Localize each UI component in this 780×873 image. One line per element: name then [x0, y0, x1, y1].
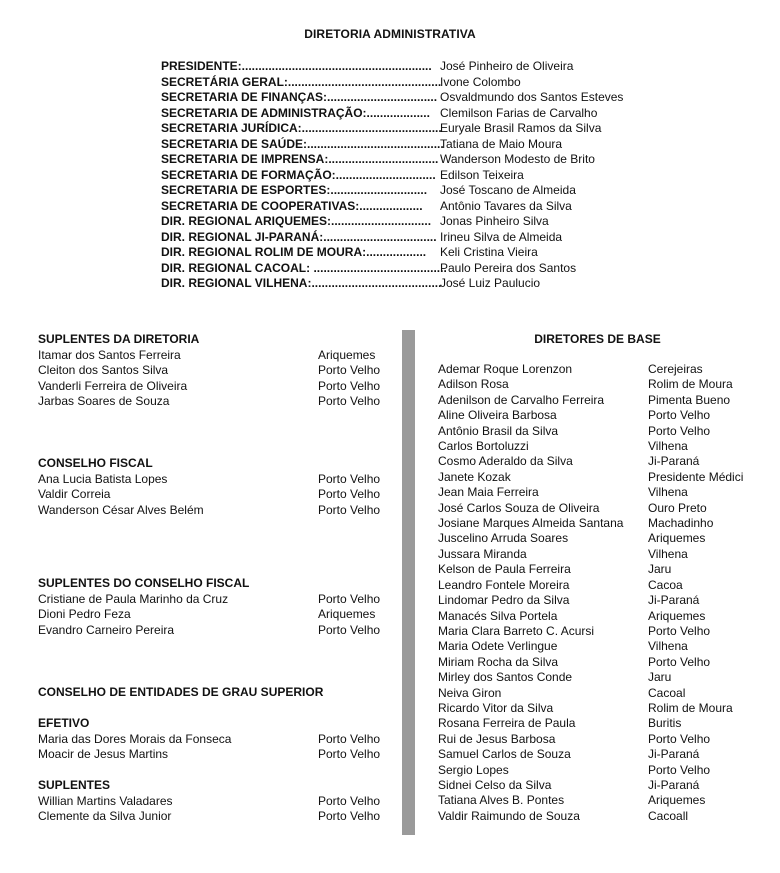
member-city: Cacoa	[648, 577, 683, 592]
suplentes-diretoria-section	[38, 332, 381, 410]
member-name: Irineu Silva de Almeida	[440, 229, 563, 244]
member-name: Osvaldmundo dos Santos Esteves	[440, 90, 624, 104]
member-city: Vilhena	[648, 439, 688, 454]
member-city: Porto Velho	[318, 394, 381, 408]
member-name: José Carlos Souza de Oliveira	[438, 500, 600, 515]
diretoria-row	[161, 137, 621, 153]
member-city: Machadinho	[648, 516, 714, 531]
member-name: Paulo Pereira dos Santos	[440, 260, 577, 275]
role-label: SECRETARIA DE FORMAÇÃO:..............................	[161, 167, 436, 182]
conselho-grau-superior-section	[38, 685, 378, 701]
member-name: Miriam Rocha da Silva	[438, 654, 559, 669]
list-item	[438, 470, 778, 485]
list-item	[438, 362, 778, 377]
list-item	[438, 809, 778, 824]
member-name: Carlos Bortoluzzi	[438, 439, 529, 454]
member-name: Samuel Carlos de Souza	[438, 747, 571, 762]
member-name: Aline Oliveira Barbosa	[438, 408, 557, 423]
member-city: Jaru	[648, 670, 672, 685]
list-item	[438, 639, 778, 654]
role-label: DIR. REGIONAL JI-PARANÁ:..................................	[161, 229, 437, 244]
list-item	[38, 471, 381, 488]
member-name: Cleiton dos Santos Silva	[38, 363, 169, 377]
member-name: Itamar dos Santos Ferreira	[38, 347, 181, 362]
member-name: Cosmo Aderaldo da Silva	[438, 454, 573, 469]
list-item	[38, 809, 381, 825]
member-name: Tatiana de Maio Moura	[440, 136, 563, 151]
member-name: Wanderson Modesto de Brito	[440, 152, 595, 166]
member-city: Buritis	[648, 716, 682, 731]
section-heading: DIRETORES DE BASE	[534, 332, 661, 346]
role-label: DIR. REGIONAL ARIQUEMES:..............................	[161, 214, 432, 228]
list-item	[438, 609, 778, 624]
member-name: Janete Kozak	[438, 469, 511, 484]
member-name: Sidnei Celso da Silva	[438, 777, 552, 792]
member-city: Cacoal	[648, 685, 686, 700]
diretoria-row	[161, 121, 621, 137]
member-city: Porto Velho	[318, 471, 381, 486]
member-city: Ariquemes	[648, 793, 706, 808]
member-name: Jarbas Soares de Souza	[38, 394, 170, 408]
member-city: Porto Velho	[318, 378, 381, 393]
efetivo-section	[38, 716, 381, 763]
list-item	[438, 670, 778, 685]
section-heading: SUPLENTES	[38, 778, 111, 792]
diretoria-row	[161, 183, 621, 199]
role-label: SECRETARIA DE SAÚDE:.........................................	[161, 136, 444, 151]
list-item	[438, 393, 778, 408]
role-label: SECRETARIA JURÍDICA:..........................................	[161, 121, 442, 135]
member-name: Rui de Jesus Barbosa	[438, 731, 556, 746]
member-city: Porto Velho	[318, 731, 381, 746]
role-label: SECRETARIA DE FINANÇAS:.................................	[161, 90, 438, 104]
section-heading: CONSELHO DE ENTIDADES DE GRAU SUPERIOR	[38, 685, 324, 699]
list-item	[38, 394, 381, 410]
member-city: Porto Velho	[648, 408, 711, 423]
list-item	[438, 439, 778, 454]
member-name: Edilson Teixeira	[440, 167, 524, 182]
member-name: Jussara Miranda	[438, 546, 527, 561]
member-name: Adenilson de Carvalho Ferreira	[438, 392, 605, 407]
list-item	[438, 562, 778, 577]
member-name: Neiva Giron	[438, 685, 502, 700]
list-item	[38, 747, 381, 763]
member-name: Adilson Rosa	[438, 377, 509, 392]
member-city: Vilhena	[648, 546, 688, 561]
member-city: Ji-Paraná	[648, 747, 700, 762]
member-name: Euryale Brasil Ramos da Silva	[440, 121, 602, 135]
list-item	[38, 487, 381, 503]
member-city: Porto Velho	[318, 747, 381, 761]
member-name: Valdir Correia	[38, 487, 111, 501]
list-item	[38, 502, 381, 519]
list-item	[438, 624, 778, 639]
member-city: Porto Velho	[318, 591, 381, 606]
member-name: Rosana Ferreira de Paula	[438, 716, 576, 731]
list-item	[38, 348, 378, 364]
member-city: Ji-Paraná	[648, 454, 700, 469]
list-item	[438, 716, 778, 731]
member-name: Ademar Roque Lorenzon	[438, 362, 573, 376]
member-city: Rolim de Moura	[648, 700, 733, 715]
list-item	[438, 485, 778, 500]
member-name: Jonas Pinheiro Silva	[440, 214, 549, 228]
member-city: Porto Velho	[648, 654, 711, 669]
role-label: PRESIDENTE:.........................................................	[161, 59, 432, 73]
member-city: Vilhena	[648, 485, 688, 500]
member-name: Lindomar Pedro da Silva	[438, 593, 570, 608]
member-name: Vanderli Ferreira de Oliveira	[38, 378, 188, 393]
member-name: Valdir Raimundo de Souza	[438, 808, 580, 823]
list-item	[438, 686, 778, 701]
role-label: DIR. REGIONAL VILHENA:.......................................	[161, 276, 442, 290]
member-city: Rolim de Moura	[648, 377, 733, 392]
member-city: Porto Velho	[318, 363, 381, 377]
list-item	[438, 747, 778, 762]
member-name: Maria Clara Barreto C. Acursi	[438, 623, 595, 638]
list-item	[38, 363, 381, 379]
member-city: Porto Velho	[648, 731, 711, 746]
list-item	[438, 547, 778, 562]
member-name: Cristiane de Paula Marinho da Cruz	[38, 591, 229, 606]
list-item	[38, 731, 381, 748]
list-item	[438, 763, 778, 778]
member-name: Manacés Silva Portela	[438, 608, 558, 623]
section-heading: SUPLENTES DO CONSELHO FISCAL	[38, 576, 250, 590]
list-item	[438, 701, 778, 716]
diretoria-row	[161, 168, 621, 184]
diretoria-row	[161, 276, 621, 292]
section-heading: CONSELHO FISCAL	[38, 456, 153, 470]
member-city: Ariquemes	[648, 608, 706, 623]
role-label: SECRETARIA DE IMPRENSA:.................................	[161, 152, 439, 166]
list-item	[438, 793, 778, 808]
role-label: DIR. REGIONAL ROLIM DE MOURA:..................	[161, 245, 427, 259]
member-city: Cacoall	[648, 808, 689, 823]
member-name: José Luiz Paulucio	[440, 276, 541, 290]
diretoria-row	[161, 59, 621, 75]
list-item	[38, 591, 381, 608]
member-name: Sergio Lopes	[438, 762, 509, 777]
list-item	[38, 378, 381, 395]
member-city: Pimenta Bueno	[648, 392, 731, 407]
list-item	[438, 593, 778, 608]
member-city: Ouro Preto	[648, 500, 707, 515]
diretoria-row	[161, 90, 624, 106]
member-name: Willian Martins Valadares	[38, 793, 173, 808]
member-name: Maria das Dores Morais da Fonseca	[38, 731, 232, 746]
page-title: DIRETORIA ADMINISTRATIVA	[304, 27, 476, 41]
list-item	[438, 732, 778, 747]
diretoria-row	[161, 152, 621, 168]
list-item	[438, 531, 778, 546]
member-name: Moacir de Jesus Martins	[38, 747, 169, 761]
diretoria-row	[161, 261, 621, 277]
member-city: Ariquemes	[318, 607, 376, 621]
list-item	[438, 655, 778, 670]
member-city: Porto Velho	[318, 793, 381, 808]
diretoria-row	[161, 230, 621, 246]
member-name: Antônio Tavares da Silva	[440, 198, 572, 213]
member-name: Keli Cristina Vieira	[440, 245, 538, 259]
column-divider	[402, 330, 415, 835]
suplentes-section	[38, 778, 381, 825]
role-label: SECRETÁRIA GERAL:..............................................	[161, 74, 442, 89]
list-item	[438, 501, 778, 516]
member-city: Presidente Médici	[648, 469, 744, 484]
member-city: Jaru	[648, 562, 672, 577]
member-name: Clemilson Farias de Carvalho	[440, 105, 598, 120]
member-name: Ana Lucia Batista Lopes	[38, 471, 168, 486]
diretoria-row	[161, 214, 621, 230]
list-item	[438, 578, 778, 593]
member-city: Porto Velho	[648, 623, 711, 638]
list-item	[38, 793, 381, 810]
member-name: Jean Maia Ferreira	[438, 485, 539, 500]
diretoria-row	[161, 199, 621, 215]
list-item	[38, 607, 378, 623]
list-item	[438, 454, 778, 469]
member-name: José Pinheiro de Oliveira	[440, 59, 574, 73]
list-item	[438, 408, 778, 423]
list-item	[38, 622, 381, 639]
member-city: Porto Velho	[318, 809, 381, 823]
member-name: Mirley dos Santos Conde	[438, 670, 573, 685]
role-label: DIR. REGIONAL CACOAL: ........................................	[161, 260, 447, 275]
member-city: Ariquemes	[318, 347, 376, 362]
member-city: Porto Velho	[318, 502, 381, 517]
list-item	[438, 516, 778, 531]
role-label: SECRETARIA DE ESPORTES:.............................	[161, 183, 428, 197]
member-city: Porto Velho	[648, 423, 711, 438]
section-heading: SUPLENTES DA DIRETORIA	[38, 332, 200, 346]
member-name: Wanderson César Alves Belém	[38, 502, 204, 517]
diretoria-row	[161, 75, 621, 91]
member-name: Ricardo Vitor da Silva	[438, 700, 554, 715]
diretoria-row	[161, 106, 621, 122]
list-item	[438, 377, 778, 392]
diretoria-list	[161, 59, 624, 292]
member-name: Clemente da Silva Junior	[38, 809, 172, 823]
member-city: Cerejeiras	[648, 362, 703, 376]
role-label: SECRETARIA DE ADMINISTRAÇÃO:...................	[161, 105, 430, 120]
member-name: Dioni Pedro Feza	[38, 607, 131, 621]
member-city: Porto Velho	[318, 487, 381, 501]
member-name: Kelson de Paula Ferreira	[438, 562, 571, 577]
member-city: Porto Velho	[318, 622, 381, 637]
member-name: Antônio Brasil da Silva	[438, 423, 559, 438]
list-item	[438, 778, 778, 793]
member-city: Ji-Paraná	[648, 777, 700, 792]
member-name: Juscelino Arruda Soares	[438, 531, 569, 546]
member-name: José Toscano de Almeida	[440, 183, 576, 197]
member-name: Ivone Colombo	[440, 74, 521, 89]
member-city: Ariquemes	[648, 531, 706, 546]
member-name: Josiane Marques Almeida Santana	[438, 516, 624, 531]
member-name: Leandro Fontele Moreira	[438, 577, 570, 592]
member-city: Vilhena	[648, 639, 688, 654]
suplentes-conselho-section	[38, 576, 381, 638]
diretoria-row	[161, 245, 621, 261]
list-item	[438, 424, 778, 439]
member-name: Maria Odete Verlingue	[438, 639, 558, 654]
member-name: Evandro Carneiro Pereira	[38, 622, 175, 637]
conselho-fiscal-section	[38, 456, 381, 518]
member-city: Ji-Paraná	[648, 593, 700, 608]
section-heading: EFETIVO	[38, 716, 90, 730]
diretores-base-list	[438, 362, 778, 824]
member-city: Porto Velho	[648, 762, 711, 777]
member-name: Tatiana Alves B. Pontes	[438, 793, 565, 808]
role-label: SECRETARIA DE COOPERATIVAS:...................	[161, 198, 423, 213]
